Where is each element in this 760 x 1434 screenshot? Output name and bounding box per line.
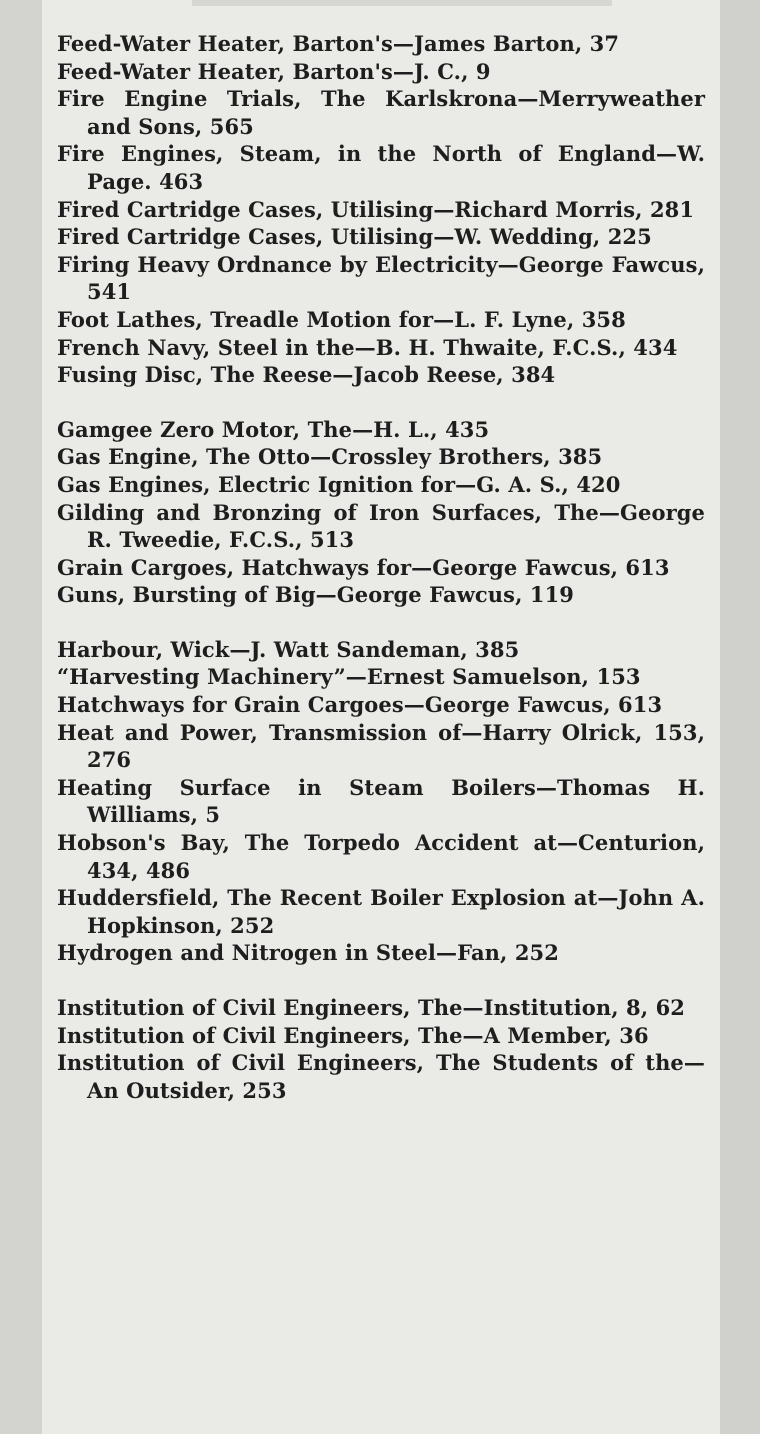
index-entry: Foot Lathes, Treadle Motion for—L. F. Lyne, 358 [57,306,626,332]
index-entry: Fire Engine Trials, The Karlskrona—Merryweather and Sons, 565 [57,86,705,139]
index-entry: Fire Engines, Steam, in the North of England—W. Page. 463 [57,141,705,194]
index-entry: Institution of Civil Engineers, The—Institution, 8, 62 [57,995,686,1020]
index-entry: Heat and Power, Transmission of—Harry Olrick, 153, 276 [57,719,705,773]
index-entry: Institution of Civil Engineers, The—A Member, 36 [57,1022,649,1048]
index-entry: Hobson's Bay, The Torpedo Accident at—Centurion, 434, 486 [57,830,705,883]
index-entry: Heating Surface in Steam Boilers—Thomas H. Williams, 5 [57,774,705,828]
index-entry: Feed-Water Heater, Barton's—James Barton, 37 [57,31,620,56]
index-entry: “Harvesting Machinery”—Ernest Samuelson, 153 [57,664,641,690]
index-entry: Firing Heavy Ordnance by Electricity—George Fawcus, 541 [57,251,705,305]
index-entry: Hydrogen and Nitrogen in Steel—Fan, 252 [57,940,559,966]
index-entry: Gas Engine, The Otto—Crossley Brothers, 385 [57,444,603,470]
index-entry: Gamgee Zero Motor, The—H. L., 435 [57,416,490,442]
index-entries [57,30,705,1104]
page-top-edge [192,0,612,6]
index-entry: Grain Cargoes, Hatchways for—George Fawcus, 613 [57,554,670,580]
right-page-margin [720,0,760,1434]
index-entry: Fusing Disc, The Reese—Jacob Reese, 384 [57,362,556,388]
index-entry: Gilding and Bronzing of Iron Surfaces, The—George R. Tweedie, F.C.S., 513 [57,499,705,553]
index-entry: Fired Cartridge Cases, Utilising—Richard Morris, 281 [57,196,695,222]
index-entry: Institution of Civil Engineers, The Students of the—An Outsider, 253 [57,1050,705,1103]
index-entry: Feed-Water Heater, Barton's—J. C., 9 [57,58,491,84]
index-entry: Fired Cartridge Cases, Utilising—W. Wedding, 225 [57,224,652,250]
index-entry: Guns, Bursting of Big—George Fawcus, 119 [57,582,575,608]
index-entry: Harbour, Wick—J. Watt Sandeman, 385 [57,636,520,662]
left-page-margin [0,0,42,1434]
index-entry: Huddersfield, The Recent Boiler Explosion at—John A. Hopkinson, 252 [57,885,705,938]
index-entry: French Navy, Steel in the—B. H. Thwaite, F.C.S., 434 [57,334,678,360]
index-entry: Hatchways for Grain Cargoes—George Fawcus, 613 [57,692,663,718]
index-entry: Gas Engines, Electric Ignition for—G. A. S., 420 [57,471,621,497]
